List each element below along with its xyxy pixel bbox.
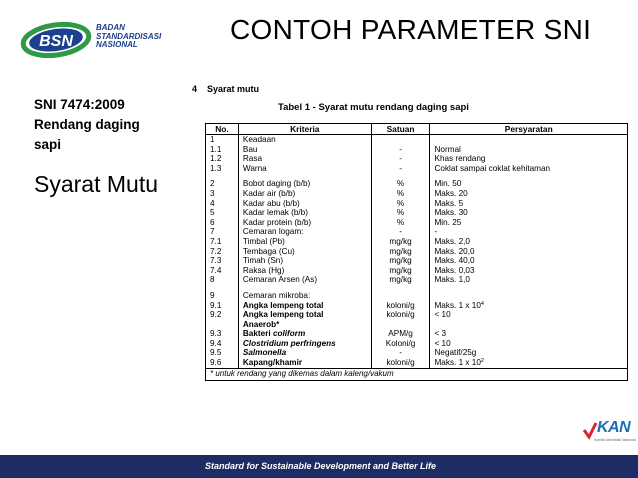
- table-row: [206, 179, 628, 189]
- table-row: [206, 189, 628, 199]
- cell-persyaratan: Maks. 20,0: [430, 247, 628, 257]
- sni-label: SNI 7474:2009 Rendang daging sapi: [34, 97, 140, 152]
- cell-satuan: -: [371, 154, 430, 164]
- cell-persyaratan: Coklat sampai coklat kehitaman: [430, 164, 628, 174]
- cell-kriteria: Angka lempeng total: [238, 310, 371, 320]
- cell-kriteria: Tembaga (Cu): [238, 247, 371, 257]
- table-footnote: * untuk rendang yang dikemas dalam kaleng/vakum: [206, 368, 628, 380]
- cell-kriteria: Bobot daging (b/b): [238, 179, 371, 189]
- cell-no: 1.3: [206, 164, 239, 174]
- table-footnote-row: [206, 368, 628, 380]
- table-row: [206, 164, 628, 174]
- cell-persyaratan: < 10: [430, 310, 628, 320]
- cell-kriteria: Clostridium perfringens: [238, 339, 371, 349]
- cell-no: 9.5: [206, 348, 239, 358]
- cell-persyaratan: [430, 291, 628, 301]
- table-row: [206, 218, 628, 228]
- cell-persyaratan: < 10: [430, 339, 628, 349]
- table-row: [206, 310, 628, 320]
- cell-satuan: -: [371, 348, 430, 358]
- cell-satuan: -: [371, 145, 430, 155]
- cell-satuan: -: [371, 227, 430, 237]
- cell-no: 9: [206, 291, 239, 301]
- cell-kriteria: Bau: [238, 145, 371, 155]
- cell-no: 8: [206, 275, 239, 285]
- cell-persyaratan: Maks. 1 x $10^4$: [430, 301, 628, 311]
- cell-satuan: [371, 320, 430, 330]
- cell-satuan: APM/g: [371, 329, 430, 339]
- cell-satuan: koloni/g: [371, 358, 430, 368]
- table-row: [206, 145, 628, 155]
- cell-satuan: mg/kg: [371, 266, 430, 276]
- table-row: [206, 339, 628, 349]
- col-header-no: No.: [206, 124, 239, 135]
- cell-persyaratan: Khas rendang: [430, 154, 628, 164]
- cell-no: 9.4: [206, 339, 239, 349]
- cell-persyaratan: Min. 50: [430, 179, 628, 189]
- cell-kriteria: Kadar lemak (b/b): [238, 208, 371, 218]
- cell-no: 7: [206, 227, 239, 237]
- cell-kriteria: Kadar abu (b/b): [238, 199, 371, 209]
- table-row: [206, 320, 628, 330]
- cell-kriteria: Rasa: [238, 154, 371, 164]
- cell-no: 7.3: [206, 256, 239, 266]
- cell-persyaratan: Maks. 40,0: [430, 256, 628, 266]
- cell-satuan: [371, 291, 430, 301]
- cell-satuan: %: [371, 208, 430, 218]
- cell-no: 9.3: [206, 329, 239, 339]
- table-row: [206, 208, 628, 218]
- table-row: [206, 358, 628, 368]
- cell-satuan: %: [371, 199, 430, 209]
- table-row: [206, 256, 628, 266]
- cell-persyaratan: Negatif/25g: [430, 348, 628, 358]
- cell-satuan: [371, 135, 430, 145]
- cell-persyaratan: Maks. 2,0: [430, 237, 628, 247]
- cell-persyaratan: [430, 320, 628, 330]
- section-heading: 4 Syarat mutu: [192, 84, 260, 94]
- cell-kriteria: Raksa (Hg): [238, 266, 371, 276]
- cell-satuan: %: [371, 189, 430, 199]
- cell-kriteria: Bakteri coliform: [238, 329, 371, 339]
- cell-satuan: mg/kg: [371, 256, 430, 266]
- cell-kriteria: Warna: [238, 164, 371, 174]
- table-row: [206, 348, 628, 358]
- table-row: [206, 247, 628, 257]
- cell-satuan: mg/kg: [371, 237, 430, 247]
- cell-kriteria: Salmonella: [238, 348, 371, 358]
- col-header-kriteria: Kriteria: [238, 124, 371, 135]
- cell-satuan: koloni/g: [371, 310, 430, 320]
- table-row: [206, 135, 628, 145]
- table-row: [206, 275, 628, 285]
- cell-no: 1.1: [206, 145, 239, 155]
- kan-logo-subtext: Komite Akreditasi Nasional: [594, 438, 636, 442]
- kan-logo-text: KAN: [597, 419, 631, 436]
- cell-satuan: koloni/g: [371, 301, 430, 311]
- col-header-persyaratan: Persyaratan: [430, 124, 628, 135]
- cell-no: 7.1: [206, 237, 239, 247]
- cell-no: 7.4: [206, 266, 239, 276]
- cell-kriteria: Cemaran logam:: [238, 227, 371, 237]
- cell-kriteria: Kadar air (b/b): [238, 189, 371, 199]
- cell-kriteria: Keadaan: [238, 135, 371, 145]
- cell-no: 1: [206, 135, 239, 145]
- cell-persyaratan: < 3: [430, 329, 628, 339]
- table-row: [206, 237, 628, 247]
- cell-persyaratan: Maks. 1 x $10^2$: [430, 358, 628, 368]
- cell-persyaratan: Maks. 20: [430, 189, 628, 199]
- table-row: [206, 199, 628, 209]
- footer-tagline: Standard for Sustainable Development and Better Life: [205, 461, 437, 471]
- cell-kriteria: Kapang/khamir: [238, 358, 371, 368]
- cell-satuan: mg/kg: [371, 247, 430, 257]
- cell-persyaratan: Maks. 30: [430, 208, 628, 218]
- cell-satuan: %: [371, 179, 430, 189]
- cell-kriteria: Angka lempeng total: [238, 301, 371, 311]
- table-row: [206, 227, 628, 237]
- cell-no: 6: [206, 218, 239, 228]
- cell-kriteria: Kadar protein (b/b): [238, 218, 371, 228]
- cell-satuan: %: [371, 218, 430, 228]
- cell-no: 2: [206, 179, 239, 189]
- cell-kriteria: Cemaran mikroba:: [238, 291, 371, 301]
- table-row: [206, 329, 628, 339]
- table-row: [206, 301, 628, 311]
- cell-no: 5: [206, 208, 239, 218]
- table-header-row: [206, 124, 628, 135]
- table-row: [206, 154, 628, 164]
- cell-kriteria: Cemaran Arsen (As): [238, 275, 371, 285]
- bsn-logo-abbr: BSN: [39, 33, 73, 50]
- table-row: [206, 291, 628, 301]
- cell-persyaratan: -: [430, 227, 628, 237]
- bsn-logo-name: BADAN STANDARDISASI NASIONAL: [96, 23, 162, 49]
- cell-persyaratan: [430, 135, 628, 145]
- cell-persyaratan: Maks. 0,03: [430, 266, 628, 276]
- slide-title: CONTOH PARAMETER SNI: [230, 14, 592, 45]
- table-row: [206, 266, 628, 276]
- cell-no: 3: [206, 189, 239, 199]
- cell-satuan: mg/kg: [371, 275, 430, 285]
- cell-kriteria: Anaerob*: [238, 320, 371, 330]
- cell-satuan: Koloni/g: [371, 339, 430, 349]
- cell-no: 9.6: [206, 358, 239, 368]
- cell-no: 9.2: [206, 310, 239, 320]
- cell-no: 9.1: [206, 301, 239, 311]
- cell-persyaratan: Maks. 1,0: [430, 275, 628, 285]
- syarat-mutu-label: Syarat Mutu: [34, 171, 158, 197]
- cell-persyaratan: Maks. 5: [430, 199, 628, 209]
- cell-persyaratan: Normal: [430, 145, 628, 155]
- table-caption: Tabel 1 - Syarat mutu rendang daging sapi: [278, 102, 469, 113]
- cell-no: [206, 320, 239, 330]
- cell-kriteria: Timah (Sn): [238, 256, 371, 266]
- cell-no: 7.2: [206, 247, 239, 257]
- cell-no: 4: [206, 199, 239, 209]
- requirements-table: [205, 123, 628, 381]
- cell-persyaratan: Min. 25: [430, 218, 628, 228]
- cell-satuan: -: [371, 164, 430, 174]
- col-header-satuan: Satuan: [371, 124, 430, 135]
- cell-kriteria: Timbal (Pb): [238, 237, 371, 247]
- cell-no: 1.2: [206, 154, 239, 164]
